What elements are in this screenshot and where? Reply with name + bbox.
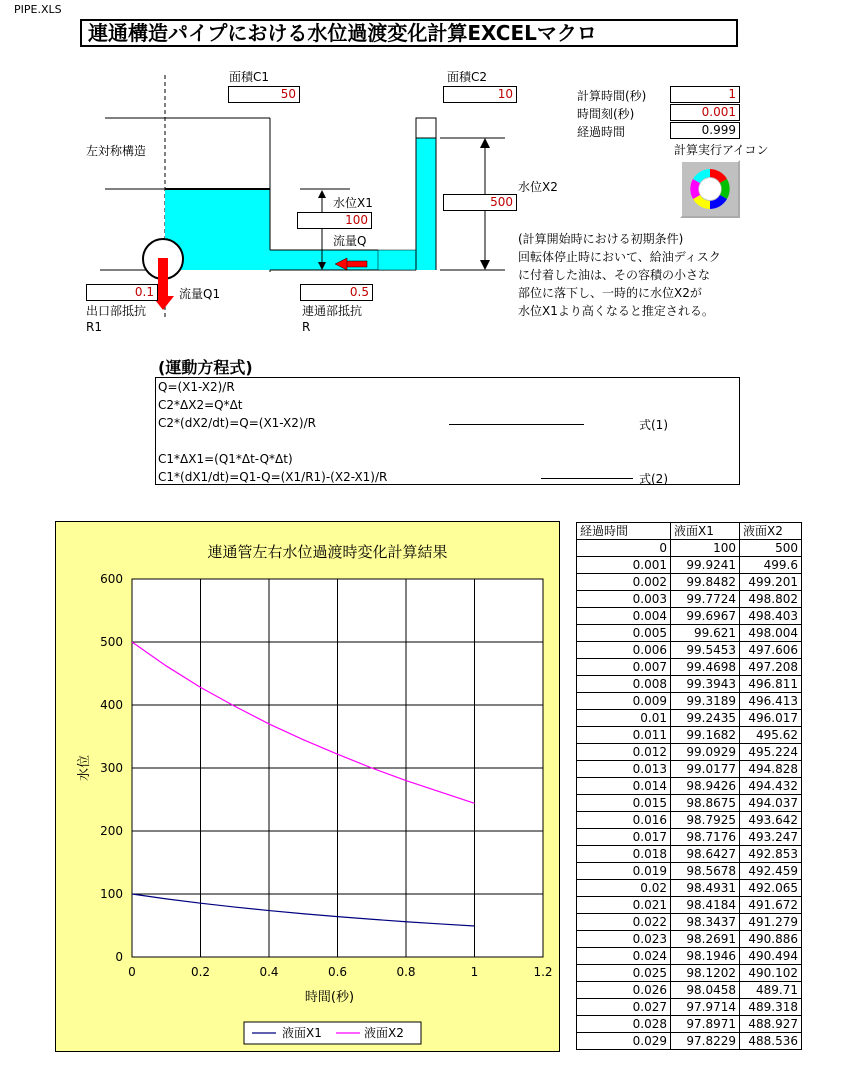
cell-elapsed: 0.022 bbox=[577, 914, 671, 931]
table-row bbox=[577, 727, 802, 744]
legend-label-x1: 液面X1 bbox=[282, 1026, 322, 1040]
calc-time-label: 計算時間(秒) bbox=[577, 89, 647, 103]
table-row bbox=[577, 659, 802, 676]
cell-x2: 495.224 bbox=[740, 744, 802, 761]
cell-x1: 99.2435 bbox=[671, 710, 740, 727]
cell-x2: 499.6 bbox=[740, 557, 802, 574]
table-row bbox=[577, 778, 802, 795]
initial-condition-notes bbox=[518, 230, 721, 320]
cell-elapsed: 0.029 bbox=[577, 1033, 671, 1050]
cell-x2: 494.828 bbox=[740, 761, 802, 778]
cell-x1: 98.0458 bbox=[671, 982, 740, 999]
equation-tag: 式(2) bbox=[639, 472, 668, 486]
cell-elapsed: 0.008 bbox=[577, 676, 671, 693]
x-tick-label: 0 bbox=[128, 965, 136, 979]
cell-x2: 496.811 bbox=[740, 676, 802, 693]
table-row bbox=[577, 948, 802, 965]
table-row bbox=[577, 829, 802, 846]
y-axis-label: 水位 bbox=[77, 754, 92, 782]
cell-elapsed: 0.014 bbox=[577, 778, 671, 795]
table-row bbox=[577, 557, 802, 574]
cell-x1: 98.1202 bbox=[671, 965, 740, 982]
cell-elapsed: 0.005 bbox=[577, 625, 671, 642]
cell-x1: 97.9714 bbox=[671, 999, 740, 1016]
cell-elapsed: 0.012 bbox=[577, 744, 671, 761]
flow-q1-label: 流量Q1 bbox=[179, 287, 221, 301]
table-row bbox=[577, 710, 802, 727]
cell-elapsed: 0 bbox=[577, 540, 671, 557]
table-row bbox=[577, 965, 802, 982]
line-chart bbox=[56, 522, 559, 1051]
cell-x2: 490.102 bbox=[740, 965, 802, 982]
cell-x1: 98.8675 bbox=[671, 795, 740, 812]
connection-resistance-label: 連通部抵抗 bbox=[302, 304, 363, 318]
cell-elapsed: 0.026 bbox=[577, 982, 671, 999]
note-line: 水位X1より高くなると推定される。 bbox=[518, 304, 714, 318]
note-line: (計算開始時における初期条件) bbox=[518, 232, 684, 246]
right-tube-water bbox=[416, 138, 436, 270]
cell-x2: 492.853 bbox=[740, 846, 802, 863]
y-tick-label: 200 bbox=[100, 824, 123, 838]
table-row bbox=[577, 574, 802, 591]
table-row bbox=[577, 761, 802, 778]
equations-box bbox=[155, 377, 740, 485]
outlet-resistance-label: 出口部抵抗 bbox=[86, 304, 147, 318]
table-row bbox=[577, 744, 802, 761]
table-row bbox=[577, 880, 802, 897]
cell-x2: 498.802 bbox=[740, 591, 802, 608]
chart-title: 連通管左右水位過渡時変化計算結果 bbox=[207, 543, 448, 561]
table-row bbox=[577, 931, 802, 948]
cell-x1: 99.6967 bbox=[671, 608, 740, 625]
table-row bbox=[577, 693, 802, 710]
y-tick-label: 300 bbox=[100, 761, 123, 775]
cell-elapsed: 0.023 bbox=[577, 931, 671, 948]
col-header-x1: 液面X1 bbox=[671, 523, 740, 540]
area-c1-label: 面積C1 bbox=[229, 70, 270, 84]
cell-x1: 99.621 bbox=[671, 625, 740, 642]
cell-elapsed: 0.007 bbox=[577, 659, 671, 676]
cell-x2: 495.62 bbox=[740, 727, 802, 744]
cell-x2: 497.606 bbox=[740, 642, 802, 659]
cell-elapsed: 0.006 bbox=[577, 642, 671, 659]
equation-line: C2*(dX2/dt)=Q=(X1-X2)/R bbox=[158, 416, 316, 430]
cell-elapsed: 0.017 bbox=[577, 829, 671, 846]
cell-x1: 98.4184 bbox=[671, 897, 740, 914]
cell-x2: 492.065 bbox=[740, 880, 802, 897]
x-tick-label: 0.2 bbox=[190, 965, 211, 979]
cell-x1: 99.4698 bbox=[671, 659, 740, 676]
run-calc-button[interactable] bbox=[680, 160, 740, 218]
cell-elapsed: 0.024 bbox=[577, 948, 671, 965]
recycle-icon bbox=[682, 162, 738, 216]
cell-x2: 494.037 bbox=[740, 795, 802, 812]
note-line: 部位に落下し、一時的に水位X2が bbox=[518, 286, 702, 300]
water-x2-input[interactable]: 500 bbox=[443, 194, 517, 211]
calc-time-input[interactable]: 1 bbox=[670, 86, 740, 103]
cell-x1: 99.1682 bbox=[671, 727, 740, 744]
cell-elapsed: 0.027 bbox=[577, 999, 671, 1016]
cell-x2: 493.247 bbox=[740, 829, 802, 846]
x-tick-label: 0.6 bbox=[327, 965, 348, 979]
elapsed-label: 経過時間 bbox=[577, 125, 626, 139]
cell-elapsed: 0.002 bbox=[577, 574, 671, 591]
cell-elapsed: 0.01 bbox=[577, 710, 671, 727]
cell-x1: 97.8229 bbox=[671, 1033, 740, 1050]
cell-elapsed: 0.013 bbox=[577, 761, 671, 778]
table-row bbox=[577, 846, 802, 863]
table-row bbox=[577, 1016, 802, 1033]
left-symmetry-label: 左対称構造 bbox=[86, 144, 147, 158]
water-x2-label: 水位X2 bbox=[518, 180, 558, 194]
table-row bbox=[577, 1033, 802, 1050]
cell-x1: 99.3943 bbox=[671, 676, 740, 693]
cell-x2: 498.004 bbox=[740, 625, 802, 642]
x-tick-label: 1.2 bbox=[533, 965, 553, 979]
cell-elapsed: 0.019 bbox=[577, 863, 671, 880]
cell-x1: 98.4931 bbox=[671, 880, 740, 897]
equation-line: C2*ΔX2=Q*Δt bbox=[158, 398, 243, 412]
results-table bbox=[576, 522, 802, 1050]
table-row bbox=[577, 642, 802, 659]
cell-x1: 99.0177 bbox=[671, 761, 740, 778]
x-tick-label: 0.4 bbox=[259, 965, 279, 979]
cell-x1: 99.5453 bbox=[671, 642, 740, 659]
note-line: に付着した油は、その容積の小さな bbox=[518, 268, 711, 282]
col-header-elapsed: 経過時間 bbox=[577, 523, 671, 540]
table-row bbox=[577, 999, 802, 1016]
step-input[interactable]: 0.001 bbox=[670, 104, 740, 121]
table-row bbox=[577, 540, 802, 557]
y-tick-label: 400 bbox=[100, 698, 123, 712]
outlet-resistance-input[interactable]: 0.1 bbox=[86, 284, 158, 301]
cell-x2: 493.642 bbox=[740, 812, 802, 829]
table-row bbox=[577, 608, 802, 625]
cell-x1: 97.8971 bbox=[671, 1016, 740, 1033]
file-label: PIPE.XLS bbox=[14, 3, 62, 16]
cell-x1: 100 bbox=[671, 540, 740, 557]
y-tick-label: 600 bbox=[100, 572, 123, 586]
note-line: 回転体停止時において、給油ディスク bbox=[518, 250, 721, 264]
equation-tag: 式(1) bbox=[639, 418, 668, 432]
cell-x2: 499.201 bbox=[740, 574, 802, 591]
cell-elapsed: 0.001 bbox=[577, 557, 671, 574]
cell-x2: 496.017 bbox=[740, 710, 802, 727]
table-row bbox=[577, 863, 802, 880]
cell-x1: 98.1946 bbox=[671, 948, 740, 965]
col-header-x2: 液面X2 bbox=[740, 523, 802, 540]
y-tick-label: 500 bbox=[100, 635, 123, 649]
water-x1-label: 水位X1 bbox=[333, 196, 373, 210]
table-row bbox=[577, 591, 802, 608]
page-title: 連通構造パイプにおける水位過渡変化計算EXCELマクロ bbox=[80, 19, 738, 47]
cell-x1: 99.9241 bbox=[671, 557, 740, 574]
run-icon-label: 計算実行アイコン bbox=[674, 143, 769, 157]
cell-x1: 99.3189 bbox=[671, 693, 740, 710]
cell-x1: 99.7724 bbox=[671, 591, 740, 608]
cell-elapsed: 0.025 bbox=[577, 965, 671, 982]
cell-elapsed: 0.004 bbox=[577, 608, 671, 625]
legend-label-x2: 液面X2 bbox=[364, 1026, 404, 1040]
table-row bbox=[577, 812, 802, 829]
cell-elapsed: 0.021 bbox=[577, 897, 671, 914]
equation-line: C1*(dX1/dt)=Q1-Q=(X1/R1)-(X2-X1)/R bbox=[158, 470, 388, 484]
cell-x2: 496.413 bbox=[740, 693, 802, 710]
cell-elapsed: 0.018 bbox=[577, 846, 671, 863]
cell-x2: 488.927 bbox=[740, 1016, 802, 1033]
area-c2-input[interactable]: 10 bbox=[443, 86, 517, 103]
cell-x2: 500 bbox=[740, 540, 802, 557]
table-row bbox=[577, 795, 802, 812]
cell-x1: 98.2691 bbox=[671, 931, 740, 948]
outlet-resistance-symbol: R1 bbox=[86, 320, 102, 334]
cell-x2: 490.494 bbox=[740, 948, 802, 965]
flow-q-label: 流量Q bbox=[333, 234, 367, 248]
cell-elapsed: 0.02 bbox=[577, 880, 671, 897]
area-c1-input[interactable]: 50 bbox=[228, 86, 300, 103]
elapsed-value: 0.999 bbox=[670, 122, 740, 139]
table-header-row bbox=[577, 523, 802, 540]
cell-elapsed: 0.009 bbox=[577, 693, 671, 710]
cell-elapsed: 0.016 bbox=[577, 812, 671, 829]
cell-x2: 491.279 bbox=[740, 914, 802, 931]
cell-x1: 98.7925 bbox=[671, 812, 740, 829]
water-x1-input[interactable]: 100 bbox=[297, 212, 372, 229]
equation-line: Q=(X1-X2)/R bbox=[158, 380, 235, 394]
cell-x2: 489.318 bbox=[740, 999, 802, 1016]
cell-x2: 489.71 bbox=[740, 982, 802, 999]
cell-elapsed: 0.015 bbox=[577, 795, 671, 812]
table-row bbox=[577, 676, 802, 693]
cell-x2: 488.536 bbox=[740, 1033, 802, 1050]
x-tick-label: 0.8 bbox=[396, 965, 416, 979]
cell-x1: 98.6427 bbox=[671, 846, 740, 863]
equations-heading: (運動方程式) bbox=[158, 358, 253, 377]
equation-line: C1*ΔX1=(Q1*Δt-Q*Δt) bbox=[158, 452, 293, 466]
cell-x2: 491.672 bbox=[740, 897, 802, 914]
cell-x2: 490.886 bbox=[740, 931, 802, 948]
x-tick-label: 1 bbox=[470, 965, 479, 979]
cell-x1: 98.9426 bbox=[671, 778, 740, 795]
x-axis-label: 時間(秒) bbox=[304, 990, 355, 1005]
cell-x2: 498.403 bbox=[740, 608, 802, 625]
cell-x1: 98.7176 bbox=[671, 829, 740, 846]
cell-x1: 99.8482 bbox=[671, 574, 740, 591]
table-row bbox=[577, 914, 802, 931]
y-tick-label: 100 bbox=[100, 887, 123, 901]
cell-x2: 494.432 bbox=[740, 778, 802, 795]
cell-elapsed: 0.011 bbox=[577, 727, 671, 744]
cell-elapsed: 0.003 bbox=[577, 591, 671, 608]
cell-x2: 497.208 bbox=[740, 659, 802, 676]
area-c2-label: 面積C2 bbox=[447, 70, 488, 84]
table-row bbox=[577, 897, 802, 914]
cell-x1: 98.5678 bbox=[671, 863, 740, 880]
table-row bbox=[577, 982, 802, 999]
cell-elapsed: 0.028 bbox=[577, 1016, 671, 1033]
step-label: 時間刻(秒) bbox=[577, 107, 635, 121]
cell-x1: 98.3437 bbox=[671, 914, 740, 931]
connection-resistance-symbol: R bbox=[302, 320, 311, 334]
cell-x2: 492.459 bbox=[740, 863, 802, 880]
cell-x1: 99.0929 bbox=[671, 744, 740, 761]
y-tick-label: 0 bbox=[115, 950, 123, 964]
chart-area[interactable] bbox=[55, 521, 560, 1052]
connection-resistance-input[interactable]: 0.5 bbox=[300, 284, 373, 301]
table-row bbox=[577, 625, 802, 642]
